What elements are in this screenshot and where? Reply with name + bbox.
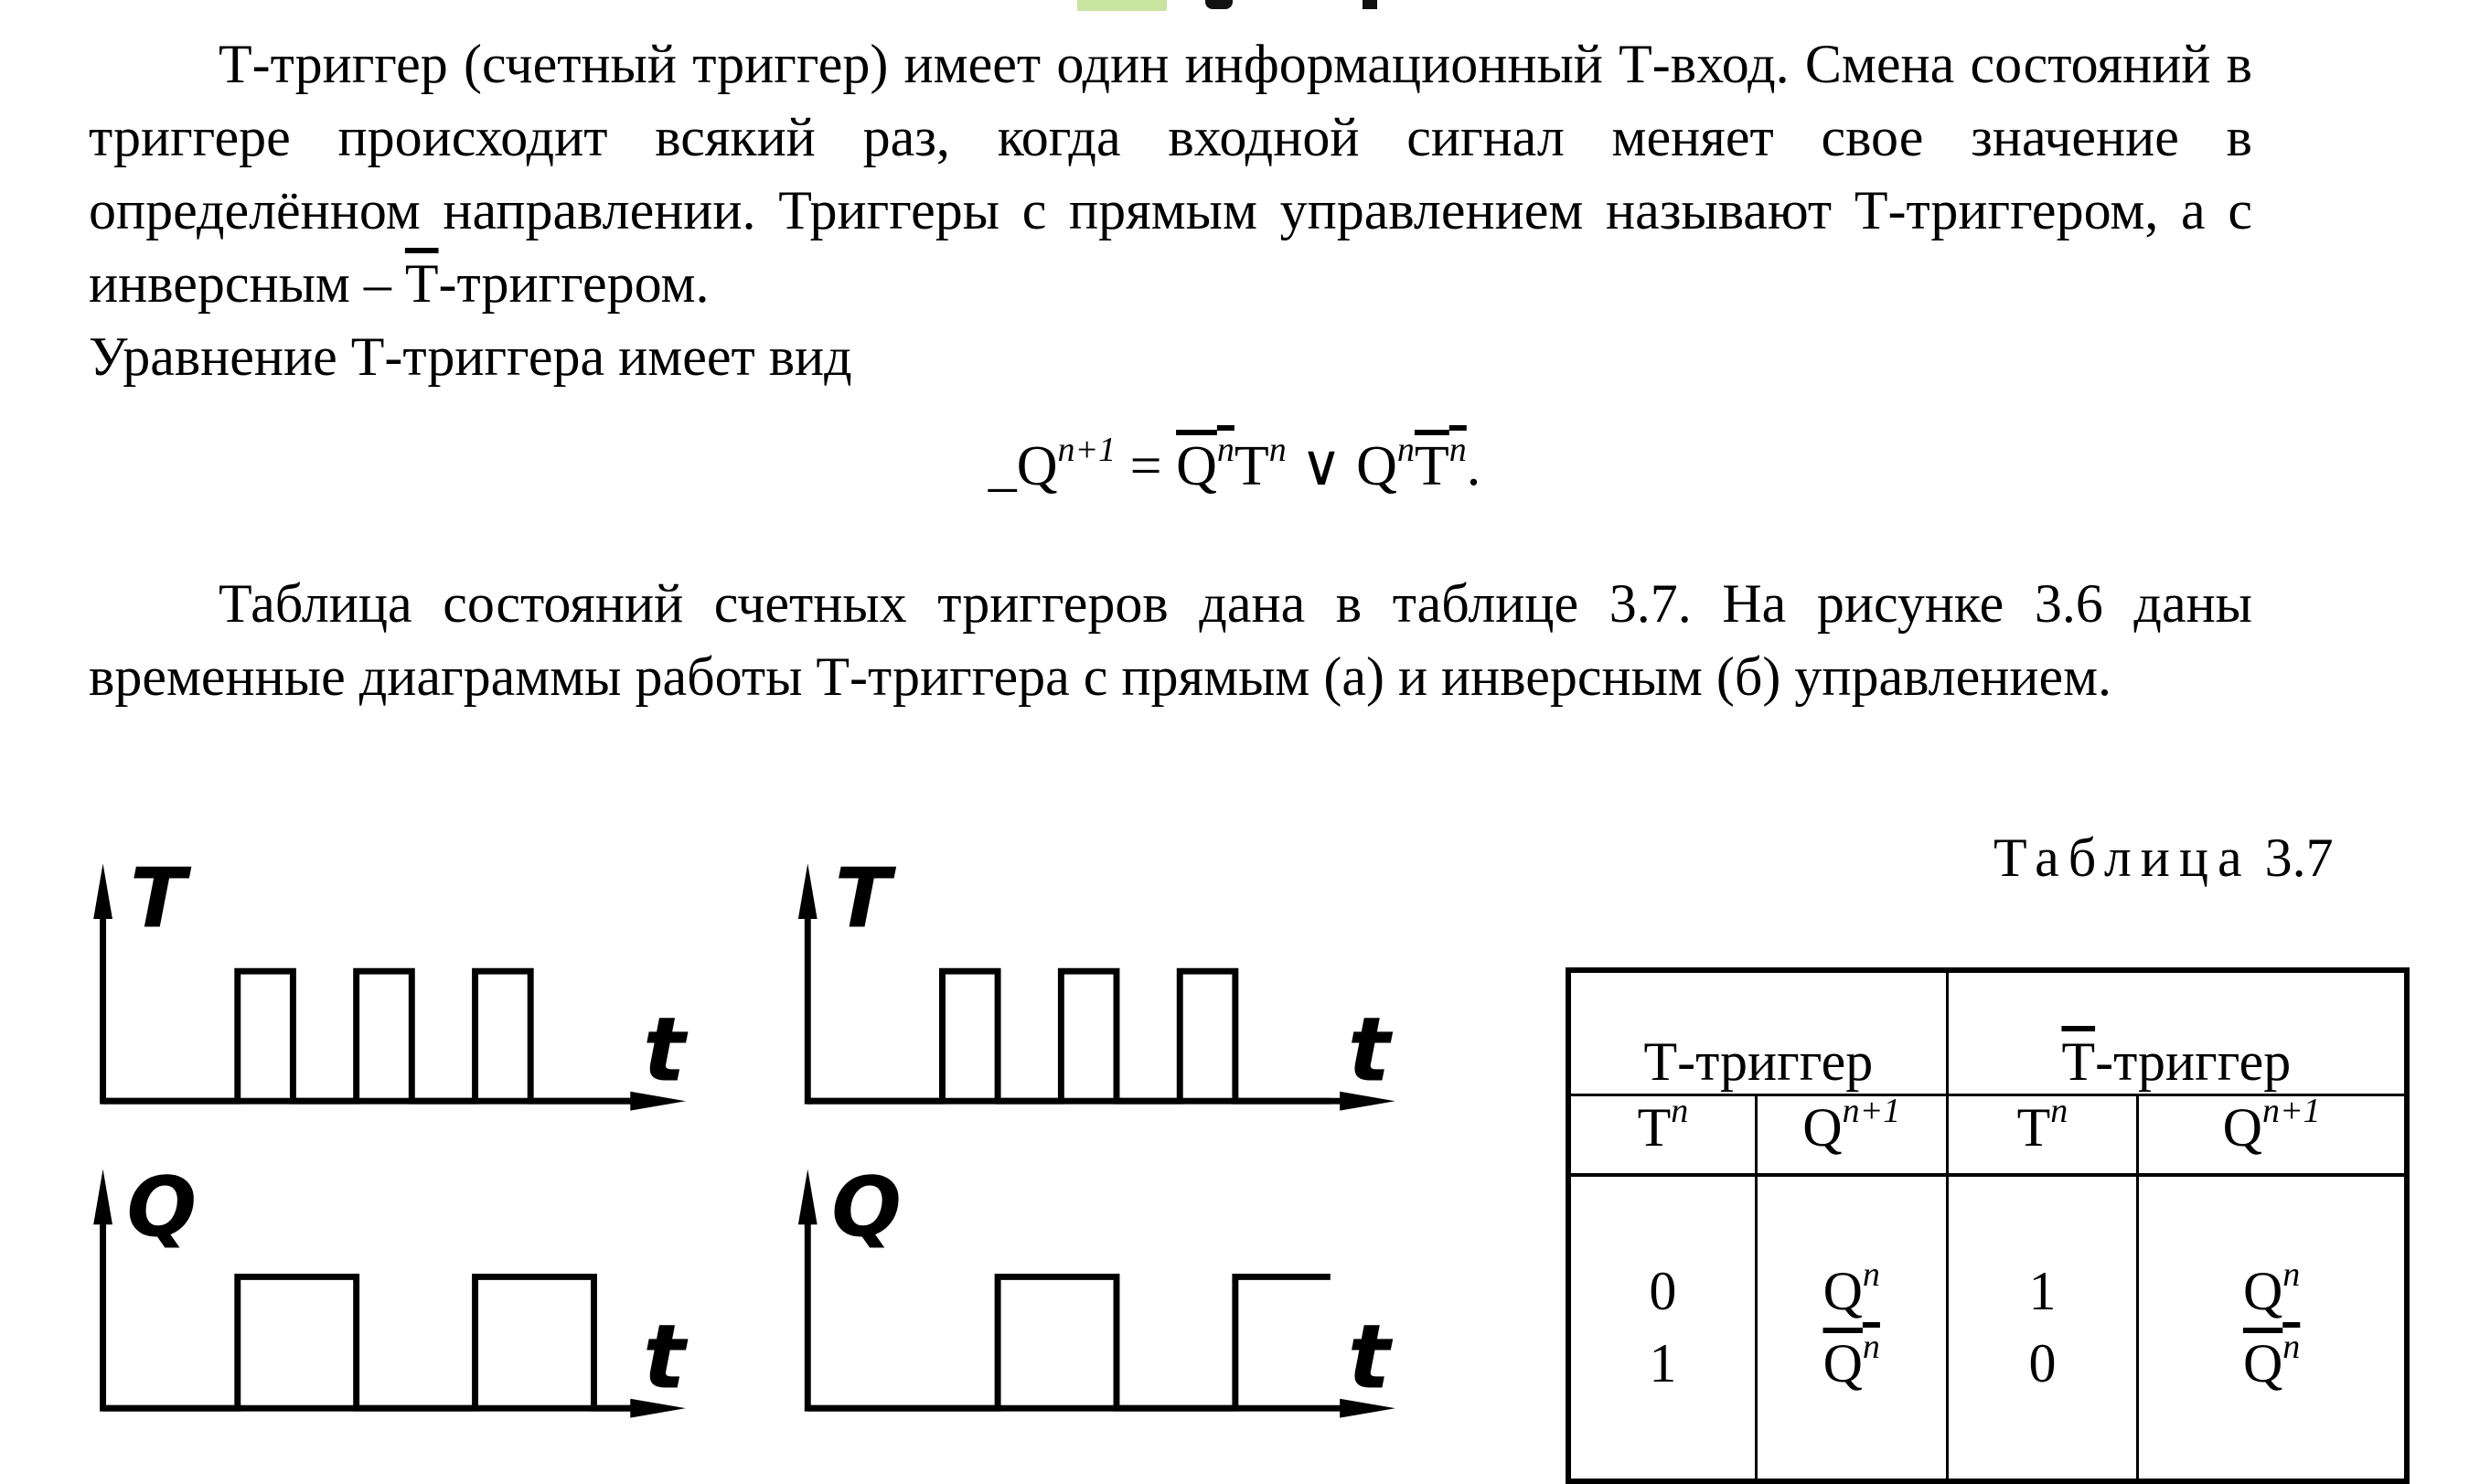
cell-sup: n — [2282, 1255, 2301, 1294]
formula-lead: _ — [988, 435, 1017, 497]
cell-t: 1 — [1947, 1175, 2138, 1323]
paragraph-text-end: -триггером. — [438, 253, 710, 314]
waveform-a-t — [103, 971, 634, 1101]
cell-t: 0 — [1568, 1175, 1756, 1323]
header-t-trigger: Т-триггер — [1568, 970, 1947, 1095]
formula-sup: n — [1448, 431, 1467, 469]
cell-q-letter: Q — [1822, 1333, 1863, 1393]
formula-t-bar: T — [1414, 435, 1449, 497]
col-sup: n+1 — [2261, 1092, 2321, 1130]
label-time: t — [1347, 998, 1391, 1102]
paragraph-equation-intro: Уравнение Т-триггера имеет вид — [89, 326, 852, 387]
waveform-a-q — [103, 1276, 634, 1408]
cell-t: 1 — [1568, 1323, 1756, 1481]
formula-q: Q — [1356, 435, 1397, 497]
label-time: t — [643, 1305, 686, 1409]
label-q-signal: Q — [126, 1159, 198, 1256]
arrow-up-icon — [798, 863, 818, 919]
label-q-signal: Q — [831, 1159, 902, 1256]
table-caption-number: 3.7 — [2264, 827, 2334, 888]
waveform-b-t — [807, 971, 1331, 1101]
cell-sup: n — [1862, 1328, 1880, 1366]
cell-sup: n — [1862, 1255, 1880, 1294]
paragraph-text: Т-триггер (счетный триггер) имеет один информационный Т-вход. Смена состояний в триггере происходит всякий раз, когда входной сигнал меняет свое значение в определённом направлении. Триггеры с прямым управлением называют Т-триггером, а с инверсным – — [89, 34, 2252, 314]
formula-q-bar: Q — [1176, 435, 1217, 497]
formula-t: T — [1234, 435, 1269, 497]
formula-eq: = — [1116, 435, 1177, 497]
arrow-up-icon — [93, 863, 112, 919]
formula-sup: n — [1216, 431, 1234, 469]
col-q: Q — [1802, 1097, 1843, 1158]
paragraph-table-ref: Таблица состояний счетных триггеров дана в таблице 3.7. На рисунке 3.6 даны временные диаграммы работы Т-триггера с прямым (а) и инверсным (б) управлением. — [89, 573, 2252, 707]
formula-q: Q — [1016, 435, 1058, 497]
arrow-up-icon — [798, 1169, 818, 1225]
label-t-signal: T — [834, 850, 892, 947]
cell-q-letter: Q — [1822, 1261, 1863, 1321]
header-rest: -триггер — [2095, 1031, 2292, 1092]
table-caption-word: Таблица — [1993, 827, 2251, 888]
formula-sup: n — [1268, 431, 1287, 469]
formula-end: . — [1466, 435, 1481, 497]
formula-or: ∨ — [1286, 435, 1357, 497]
col-t: T — [2016, 1097, 2051, 1158]
col-t: T — [1637, 1097, 1672, 1158]
label-time: t — [1347, 1305, 1391, 1409]
waveform-b-q — [807, 1276, 1331, 1408]
formula-sup: n — [1396, 431, 1415, 469]
formula-sup: n+1 — [1057, 431, 1117, 469]
label-time: t — [643, 998, 686, 1102]
overlined-letter: Т — [404, 253, 439, 314]
overlined-t: Т — [2061, 1031, 2096, 1092]
label-t-signal: T — [130, 850, 187, 947]
col-sup: n — [1671, 1092, 1689, 1130]
cell-sup: n — [2282, 1328, 2301, 1366]
cell-q-letter: Q — [2242, 1333, 2283, 1393]
col-sup: n+1 — [1842, 1092, 1901, 1130]
col-sup: n — [2050, 1092, 2068, 1130]
arrow-up-icon — [93, 1169, 112, 1225]
col-q: Q — [2222, 1097, 2262, 1158]
cell-t: 0 — [1947, 1323, 2138, 1481]
cell-q-letter: Q — [2242, 1261, 2283, 1321]
